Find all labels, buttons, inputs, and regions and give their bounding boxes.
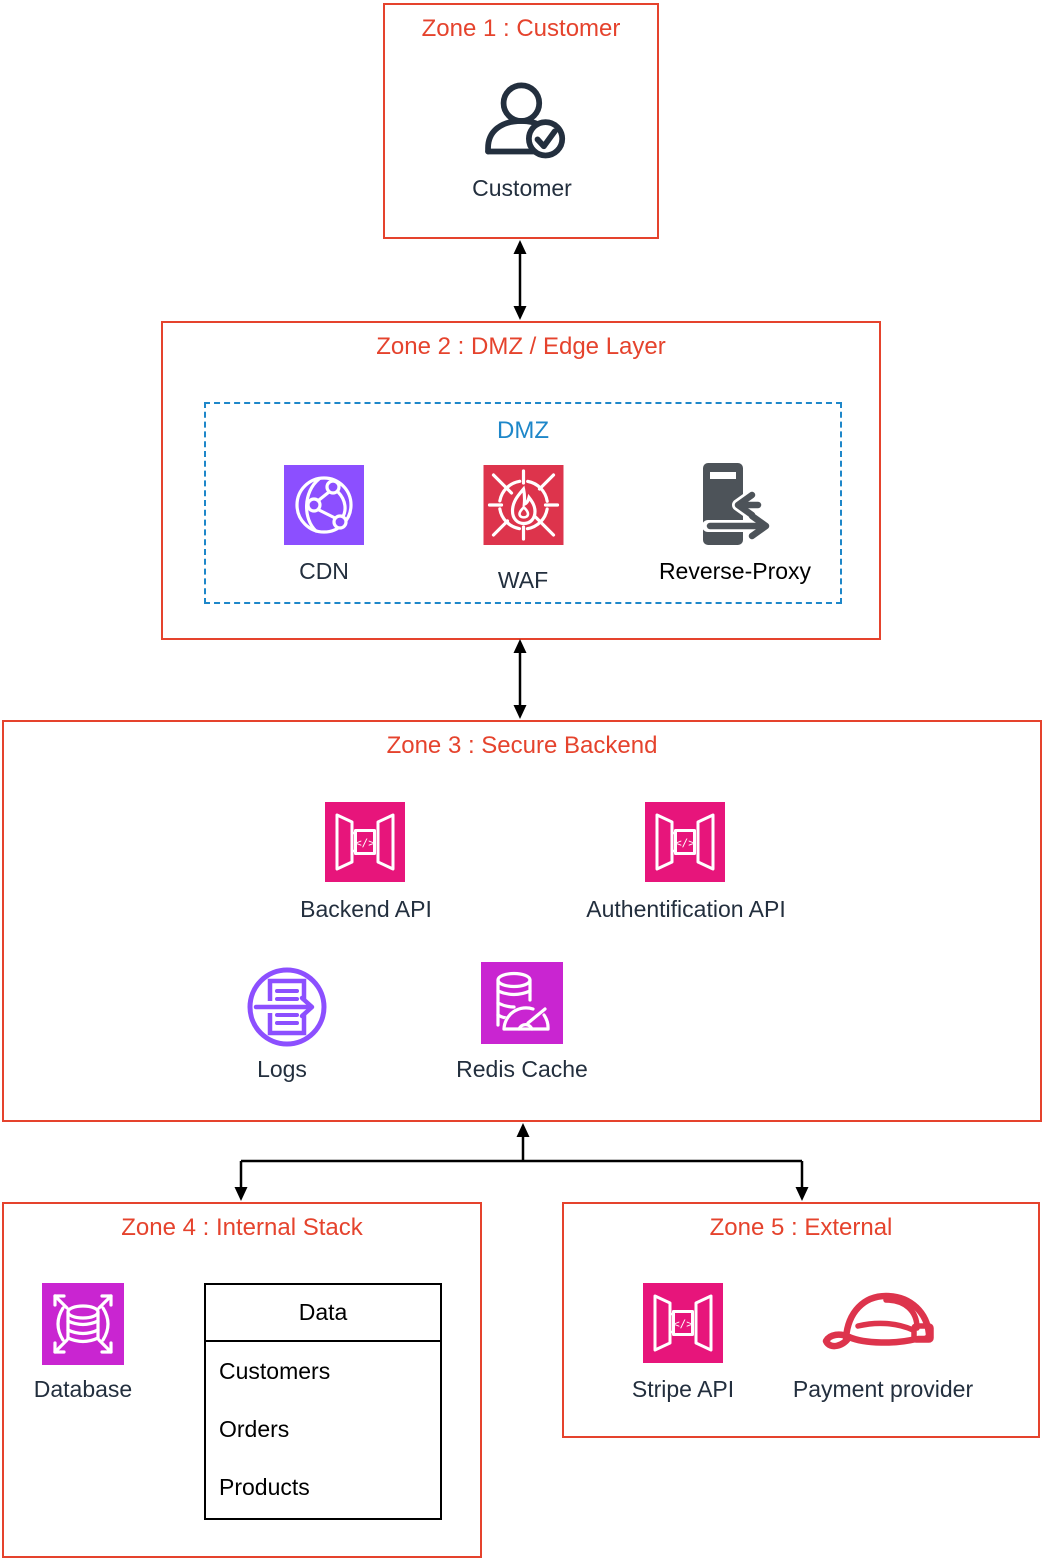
zone-5-title: Zone 5 : External — [709, 1214, 893, 1241]
api-gateway-icon — [325, 802, 405, 882]
data-table — [204, 1283, 442, 1520]
helmet-icon — [820, 1284, 944, 1358]
node-payment-provider-label: Payment provider — [792, 1376, 974, 1402]
api-gateway-icon — [643, 1283, 723, 1363]
zone-4-internal-stack — [2, 1202, 482, 1558]
arrow-zone3-branches — [220, 1122, 820, 1202]
data-table-row: Customers — [219, 1357, 331, 1384]
node-stripe-api-label: Stripe API — [631, 1376, 735, 1402]
zone-3-title: Zone 3 : Secure Backend — [386, 732, 658, 759]
zone-2-title: Zone 2 : DMZ / Edge Layer — [376, 333, 666, 360]
zone-2-dmz-edge — [161, 321, 881, 640]
logs-icon — [244, 967, 330, 1049]
node-database-label: Database — [33, 1376, 133, 1402]
node-redis-cache-label: Redis Cache — [456, 1056, 588, 1082]
node-reverse-proxy-label: Reverse-Proxy — [658, 558, 812, 584]
data-table-row: Products — [219, 1473, 310, 1500]
node-customer-label: Customer — [472, 175, 572, 201]
zone-1-customer — [383, 3, 659, 239]
dmz-boundary — [204, 402, 842, 604]
api-gateway-icon — [645, 802, 725, 882]
svg-text:</>: </> — [673, 1317, 693, 1331]
data-table-row: Orders — [219, 1415, 290, 1442]
node-backend-api-label: Backend API — [300, 896, 432, 922]
redis-cache-icon — [481, 962, 563, 1044]
zone-5-external — [562, 1202, 1040, 1438]
data-table-header: Data — [206, 1285, 440, 1342]
svg-text:</>: </> — [355, 836, 375, 850]
zone-4-title: Zone 4 : Internal Stack — [121, 1214, 363, 1241]
server-proxy-icon — [700, 460, 776, 550]
node-waf-label: WAF — [497, 567, 549, 593]
zone-1-title: Zone 1 : Customer — [421, 15, 621, 42]
database-icon — [42, 1283, 124, 1365]
arrow-zone2-zone3 — [507, 638, 533, 720]
node-cdn-label: CDN — [299, 558, 349, 584]
arrow-zone1-zone2 — [507, 239, 533, 321]
user-check-icon — [480, 79, 572, 171]
firewall-flame-icon — [483, 465, 564, 545]
zone-3-secure-backend — [2, 720, 1042, 1122]
cdn-globe-icon — [284, 465, 364, 545]
node-authentification-api-label: Authentification API — [586, 896, 786, 922]
svg-text:</>: </> — [675, 836, 695, 850]
dmz-label: DMZ — [497, 417, 549, 444]
node-logs-label: Logs — [257, 1056, 307, 1082]
